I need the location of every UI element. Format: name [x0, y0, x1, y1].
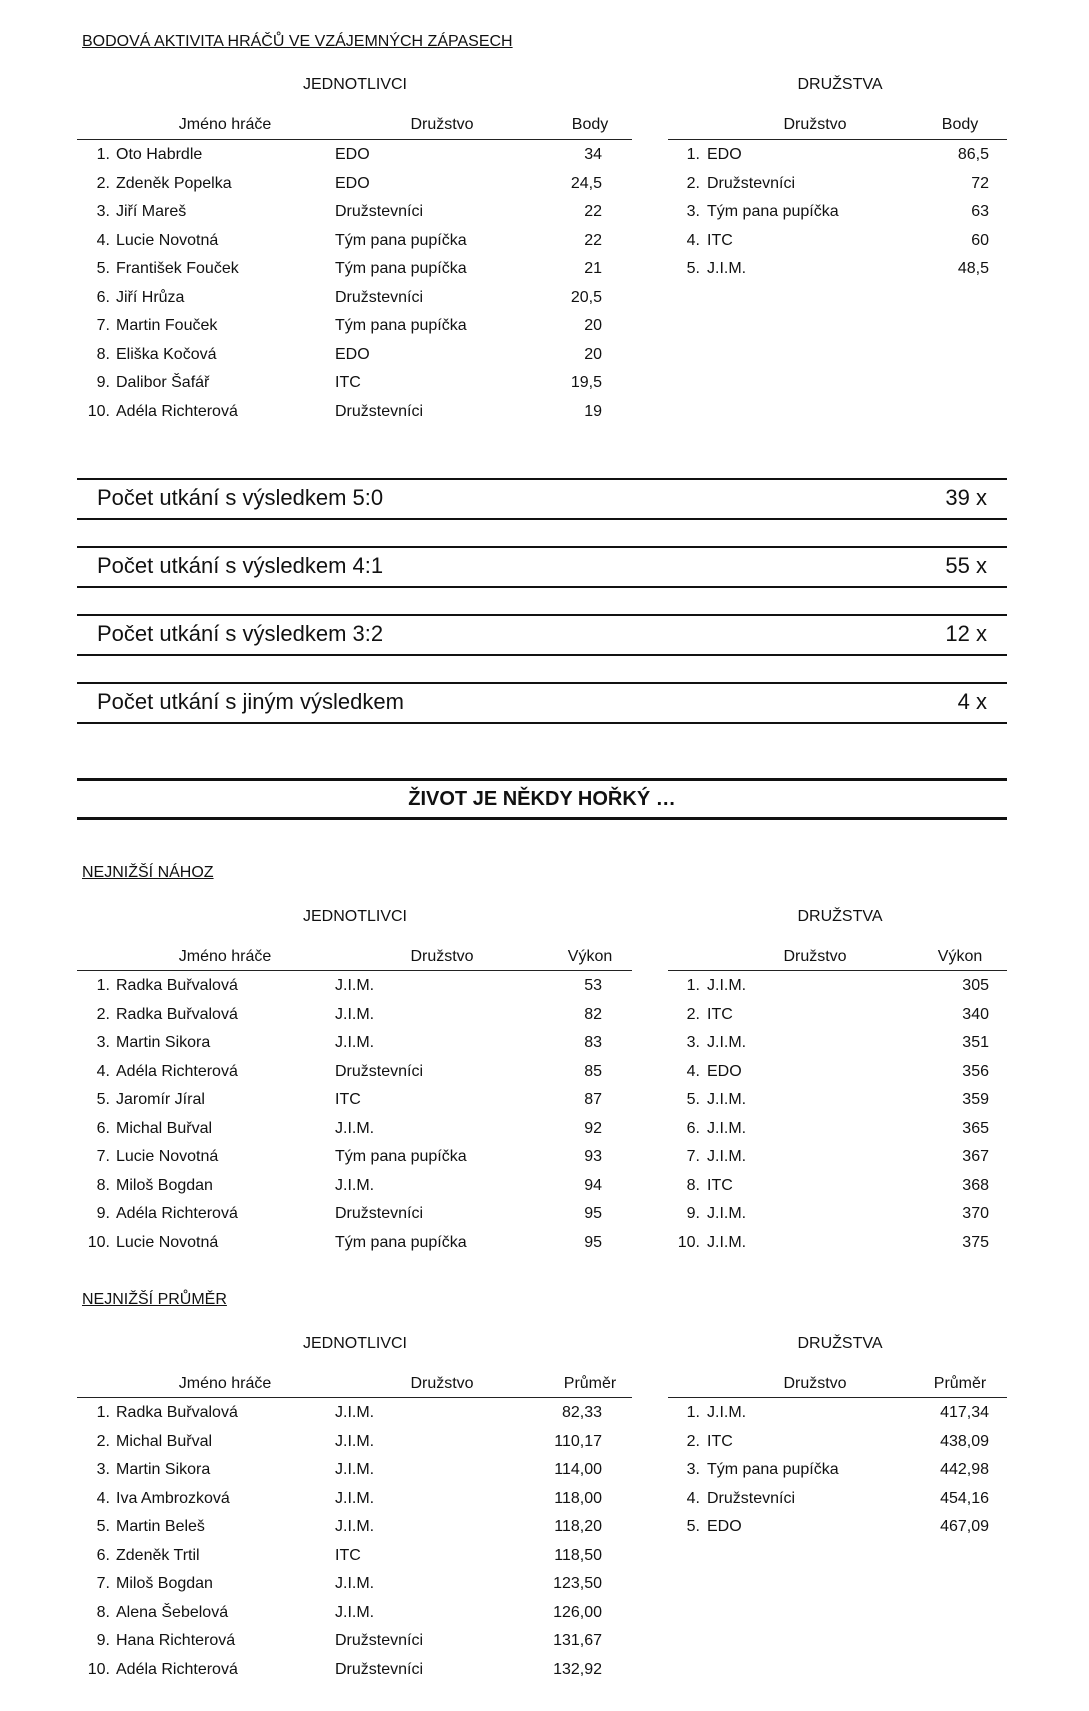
nahoz-individual-rank: 8.	[96, 1176, 110, 1194]
nahoz-individual-name: Michal Buřval	[116, 1119, 213, 1137]
prumer-individual-team: J.I.M.	[335, 1432, 375, 1450]
stat-value: 4 x	[957, 689, 987, 714]
prumer-individual-value: 132,92	[553, 1660, 602, 1678]
bodova-team-rank: 1.	[686, 146, 700, 163]
nahoz-section-title: NEJNIŽŠÍ NÁHOZ	[82, 864, 214, 881]
prumer-individual-value: 82,33	[561, 1404, 602, 1421]
prumer-individual-rank: 7.	[96, 1575, 110, 1592]
nahoz-individual-value: 94	[584, 1176, 602, 1194]
prumer-individual-value: 118,20	[554, 1518, 602, 1535]
prumer-individual-value: 131,67	[553, 1632, 602, 1649]
nahoz-individual-rank: 9.	[96, 1205, 110, 1222]
nahoz-team-rank: 7.	[686, 1148, 700, 1165]
bodova-team-value: 63	[971, 203, 989, 220]
nahoz-team-rank: 10.	[677, 1233, 700, 1251]
nahoz-team-name: J.I.M.	[707, 1233, 747, 1251]
nahoz-individual-value: 82	[584, 1005, 602, 1023]
bodova-individual-value: 19,5	[570, 374, 602, 391]
bodova-individual-rank: 10.	[87, 402, 110, 420]
nahoz-individual-value: 53	[584, 977, 602, 994]
bodova-individual-rank: 5.	[96, 260, 110, 277]
prumer-team-value: 467,09	[940, 1518, 989, 1535]
prumer-individual-name: Hana Richterová	[116, 1632, 236, 1649]
bodova-individual-name: Eliška Kočová	[116, 345, 217, 363]
prumer-individual-value: 126,00	[553, 1603, 602, 1621]
prumer-individual-rank: 10.	[87, 1660, 110, 1678]
nahoz-team-value: 365	[962, 1119, 989, 1137]
bodova-individual-name: Jiří Mareš	[116, 203, 187, 220]
prumer-individual-value: 114,00	[554, 1461, 602, 1478]
bodova-team-rank: 5.	[686, 260, 700, 277]
prumer-header-value: Průměr	[563, 1375, 617, 1392]
bodova-right-header-team: Družstvo	[783, 116, 847, 133]
prumer-team-name: J.I.M.	[707, 1404, 747, 1421]
bodova-teams-title: DRUŽSTVA	[797, 76, 883, 93]
stat-label: Počet utkání s výsledkem 3:2	[97, 621, 384, 646]
bodova-team-value: 86,5	[957, 146, 989, 163]
prumer-right-header-value: Průměr	[933, 1375, 987, 1392]
prumer-individual-rank: 2.	[96, 1432, 110, 1450]
prumer-right-header-rule	[668, 1397, 1007, 1398]
prumer-left-header-rule	[77, 1397, 632, 1398]
nahoz-individual-name: Adéla Richterová	[116, 1062, 238, 1080]
prumer-team-rank: 2.	[686, 1432, 700, 1450]
nahoz-team-rank: 8.	[686, 1176, 700, 1194]
prumer-individual-team: Družstevníci	[335, 1632, 424, 1649]
prumer-individuals-title: JEDNOTLIVCI	[302, 1335, 407, 1352]
prumer-team-rank: 5.	[686, 1518, 700, 1535]
bodova-individual-name: Dalibor Šafář	[116, 374, 210, 391]
nahoz-team-name: EDO	[707, 1062, 742, 1080]
banner	[77, 778, 1007, 820]
bodova-team-value: 60	[971, 231, 989, 249]
bodova-individual-team: EDO	[335, 345, 370, 363]
nahoz-team-rank: 1.	[686, 977, 700, 994]
prumer-header-team: Družstvo	[410, 1375, 474, 1392]
nahoz-individual-name: Lucie Novotná	[116, 1148, 219, 1165]
bodova-individual-name: Adéla Richterová	[116, 402, 238, 420]
nahoz-individuals-title: JEDNOTLIVCI	[302, 908, 407, 925]
nahoz-team-name: ITC	[707, 1176, 733, 1194]
prumer-section-title: NEJNIŽŠÍ PRŮMĚR	[82, 1291, 227, 1308]
bodova-team-value: 48,5	[957, 260, 989, 277]
bodova-individual-value: 24,5	[570, 174, 602, 192]
prumer-individual-name: Alena Šebelová	[116, 1603, 229, 1621]
nahoz-individual-rank: 3.	[96, 1034, 110, 1051]
prumer-team-value: 417,34	[940, 1404, 989, 1421]
bodova-individual-name: František Fouček	[116, 260, 239, 277]
bodova-individual-value: 34	[584, 146, 602, 163]
prumer-individual-rank: 8.	[96, 1603, 110, 1621]
bodova-team-name: ITC	[707, 231, 733, 249]
bodova-left-header-rule	[77, 139, 632, 140]
prumer-teams-title: DRUŽSTVA	[797, 1335, 883, 1352]
bodova-team-name: Tým pana pupíčka	[707, 203, 839, 220]
nahoz-individual-team: J.I.M.	[335, 1034, 375, 1051]
prumer-team-name: Tým pana pupíčka	[707, 1461, 839, 1478]
bodova-individual-team: Tým pana pupíčka	[335, 231, 467, 249]
bodova-individuals-title: JEDNOTLIVCI	[302, 76, 407, 93]
prumer-individual-team: J.I.M.	[335, 1404, 375, 1421]
nahoz-individual-team: Družstevníci	[335, 1205, 424, 1222]
nahoz-team-value: 340	[962, 1005, 989, 1023]
nahoz-team-value: 367	[962, 1148, 989, 1165]
nahoz-team-rank: 9.	[686, 1205, 700, 1222]
prumer-individual-name: Martin Beleš	[116, 1518, 205, 1535]
bodova-individual-name: Lucie Novotná	[116, 231, 219, 249]
prumer-team-name: EDO	[707, 1518, 742, 1535]
bodova-individual-rank: 1.	[96, 146, 110, 163]
prumer-individual-name: Miloš Bogdan	[116, 1575, 213, 1592]
bodova-individual-rank: 8.	[96, 345, 110, 363]
bodova-individual-value: 20	[584, 317, 602, 334]
prumer-individual-value: 123,50	[553, 1575, 602, 1592]
prumer-individual-team: Družstevníci	[335, 1660, 424, 1678]
bodova-header-name: Jméno hráče	[178, 116, 272, 133]
nahoz-individual-name: Adéla Richterová	[116, 1205, 238, 1222]
prumer-team-name: ITC	[707, 1432, 733, 1450]
banner-title: ŽIVOT JE NĚKDY HOŘKÝ …	[408, 788, 676, 810]
stat-value: 55 x	[945, 553, 987, 578]
prumer-individual-name: Martin Sikora	[116, 1461, 211, 1478]
nahoz-team-rank: 3.	[686, 1034, 700, 1051]
bodova-team-rank: 4.	[686, 231, 700, 249]
nahoz-individual-value: 83	[584, 1034, 602, 1051]
prumer-individual-team: J.I.M.	[335, 1518, 375, 1535]
prumer-individual-name: Iva Ambrozková	[116, 1489, 230, 1507]
nahoz-individual-name: Martin Sikora	[116, 1034, 211, 1051]
nahoz-right-header-team: Družstvo	[783, 948, 847, 965]
stat-value: 39 x	[945, 485, 987, 510]
bodova-individual-value: 20,5	[570, 288, 602, 306]
nahoz-individual-value: 95	[584, 1205, 602, 1222]
bodova-individual-team: Družstevníci	[335, 203, 424, 220]
bodova-individual-team: Tým pana pupíčka	[335, 260, 467, 277]
nahoz-individual-name: Radka Buřvalová	[116, 977, 238, 994]
prumer-team-rank: 3.	[686, 1461, 700, 1478]
nahoz-individual-team: J.I.M.	[335, 1005, 375, 1023]
prumer-team-value: 438,09	[940, 1432, 989, 1450]
nahoz-team-rank: 4.	[686, 1062, 700, 1080]
nahoz-right-header-rule	[668, 970, 1007, 971]
nahoz-individual-rank: 5.	[96, 1091, 110, 1108]
prumer-team-name: Družstevníci	[707, 1489, 796, 1507]
bodova-header-value: Body	[571, 116, 609, 133]
prumer-individual-rank: 9.	[96, 1632, 110, 1649]
nahoz-team-name: J.I.M.	[707, 1091, 747, 1108]
nahoz-individual-value: 87	[584, 1091, 602, 1108]
stat-box	[77, 614, 1007, 656]
bodova-individual-value: 22	[584, 231, 602, 249]
bodova-individual-name: Zdeněk Popelka	[116, 174, 232, 192]
nahoz-individual-team: Tým pana pupíčka	[335, 1233, 467, 1251]
nahoz-teams-title: DRUŽSTVA	[797, 908, 883, 925]
nahoz-team-rank: 6.	[686, 1119, 700, 1137]
prumer-individual-name: Radka Buřvalová	[116, 1404, 238, 1421]
bodova-individual-team: EDO	[335, 146, 370, 163]
prumer-individual-rank: 3.	[96, 1461, 110, 1478]
nahoz-header-team: Družstvo	[410, 948, 474, 965]
bodova-individual-rank: 7.	[96, 317, 110, 334]
stat-label: Počet utkání s jiným výsledkem	[97, 689, 404, 714]
nahoz-team-value: 351	[962, 1034, 989, 1051]
nahoz-team-rank: 2.	[686, 1005, 700, 1023]
nahoz-team-value: 356	[962, 1062, 989, 1080]
bodova-individual-rank: 4.	[96, 231, 110, 249]
nahoz-individual-value: 93	[584, 1148, 602, 1165]
prumer-individual-team: J.I.M.	[335, 1603, 375, 1621]
prumer-individual-team: J.I.M.	[335, 1575, 375, 1592]
nahoz-team-value: 305	[962, 977, 989, 994]
nahoz-individual-value: 85	[584, 1062, 602, 1080]
bodova-individual-team: Družstevníci	[335, 402, 424, 420]
bodova-individual-rank: 3.	[96, 203, 110, 220]
nahoz-individual-rank: 6.	[96, 1119, 110, 1137]
nahoz-individual-team: J.I.M.	[335, 1119, 375, 1137]
bodova-individual-rank: 9.	[96, 374, 110, 391]
prumer-individual-rank: 1.	[96, 1404, 110, 1421]
bodova-right-header-rule	[668, 139, 1007, 140]
nahoz-individual-team: Družstevníci	[335, 1062, 424, 1080]
prumer-individual-team: J.I.M.	[335, 1489, 375, 1507]
nahoz-individual-name: Miloš Bogdan	[116, 1176, 213, 1194]
bodova-team-rank: 3.	[686, 203, 700, 220]
nahoz-header-value: Výkon	[567, 948, 613, 965]
bodova-individual-value: 22	[584, 203, 602, 220]
bodova-team-name: J.I.M.	[707, 260, 747, 277]
bodova-individual-rank: 6.	[96, 288, 110, 306]
prumer-individual-name: Michal Buřval	[116, 1432, 213, 1450]
prumer-header-name: Jméno hráče	[178, 1375, 272, 1392]
bodova-individual-name: Martin Fouček	[116, 317, 218, 334]
nahoz-header-name: Jméno hráče	[178, 948, 272, 965]
prumer-individual-value: 118,00	[554, 1489, 602, 1507]
nahoz-individual-team: Tým pana pupíčka	[335, 1148, 467, 1165]
nahoz-team-name: J.I.M.	[707, 1205, 747, 1222]
bodova-right-header-value: Body	[941, 116, 979, 133]
bodova-individual-rank: 2.	[96, 174, 110, 192]
bodova-team-name: Družstevníci	[707, 174, 796, 192]
prumer-right-header-team: Družstvo	[783, 1375, 847, 1392]
nahoz-team-value: 375	[962, 1233, 989, 1251]
bodova-individual-team: ITC	[335, 374, 361, 391]
nahoz-individual-name: Radka Buřvalová	[116, 1005, 238, 1023]
nahoz-individual-rank: 1.	[96, 977, 110, 994]
prumer-individual-team: J.I.M.	[335, 1461, 375, 1478]
bodova-individual-team: Tým pana pupíčka	[335, 317, 467, 334]
nahoz-individual-value: 92	[584, 1119, 602, 1137]
nahoz-individual-value: 95	[584, 1233, 602, 1251]
nahoz-team-name: J.I.M.	[707, 1034, 747, 1051]
bodova-section-title: BODOVÁ AKTIVITA HRÁČŮ VE VZÁJEMNÝCH ZÁPASECH	[82, 33, 513, 50]
nahoz-individual-rank: 2.	[96, 1005, 110, 1023]
nahoz-team-value: 368	[962, 1176, 989, 1194]
nahoz-individual-rank: 10.	[87, 1233, 110, 1251]
prumer-individual-name: Zdeněk Trtil	[116, 1546, 200, 1564]
bodova-individual-name: Oto Habrdle	[116, 146, 203, 163]
prumer-individual-value: 110,17	[554, 1432, 602, 1450]
nahoz-individual-name: Jaromír Jíral	[116, 1091, 205, 1108]
stat-label: Počet utkání s výsledkem 5:0	[97, 485, 384, 510]
nahoz-team-value: 370	[962, 1205, 989, 1222]
prumer-team-rank: 1.	[686, 1404, 700, 1421]
nahoz-individual-team: J.I.M.	[335, 977, 375, 994]
bodova-individual-value: 20	[584, 345, 602, 363]
prumer-team-rank: 4.	[686, 1489, 700, 1507]
nahoz-team-name: ITC	[707, 1005, 733, 1023]
nahoz-team-rank: 5.	[686, 1091, 700, 1108]
prumer-individual-team: ITC	[335, 1546, 361, 1564]
stat-box	[77, 682, 1007, 724]
nahoz-left-header-rule	[77, 970, 632, 971]
bodova-team-rank: 2.	[686, 174, 700, 192]
prumer-individual-rank: 5.	[96, 1518, 110, 1535]
prumer-team-value: 454,16	[940, 1489, 989, 1507]
nahoz-team-name: J.I.M.	[707, 1148, 747, 1165]
bodova-individual-name: Jiří Hrůza	[116, 288, 185, 306]
nahoz-individual-team: ITC	[335, 1091, 361, 1108]
nahoz-individual-name: Lucie Novotná	[116, 1233, 219, 1251]
nahoz-right-header-value: Výkon	[937, 948, 983, 965]
nahoz-team-name: J.I.M.	[707, 977, 747, 994]
nahoz-individual-rank: 7.	[96, 1148, 110, 1165]
bodova-individual-value: 21	[584, 260, 602, 277]
prumer-team-value: 442,98	[940, 1461, 989, 1478]
nahoz-team-value: 359	[962, 1091, 989, 1108]
stat-box	[77, 478, 1007, 520]
stat-value: 12 x	[945, 621, 987, 646]
nahoz-individual-team: J.I.M.	[335, 1176, 375, 1194]
prumer-individual-rank: 6.	[96, 1546, 110, 1564]
bodova-individual-team: Družstevníci	[335, 288, 424, 306]
bodova-individual-team: EDO	[335, 174, 370, 192]
bodova-individual-value: 19	[584, 402, 602, 420]
stat-box	[77, 546, 1007, 588]
prumer-individual-name: Adéla Richterová	[116, 1660, 238, 1678]
bodova-team-name: EDO	[707, 146, 742, 163]
prumer-individual-rank: 4.	[96, 1489, 110, 1507]
prumer-individual-value: 118,50	[554, 1546, 602, 1564]
nahoz-individual-rank: 4.	[96, 1062, 110, 1080]
stat-label: Počet utkání s výsledkem 4:1	[97, 553, 384, 578]
bodova-team-value: 72	[971, 174, 989, 192]
nahoz-team-name: J.I.M.	[707, 1119, 747, 1137]
bodova-header-team: Družstvo	[410, 116, 474, 133]
